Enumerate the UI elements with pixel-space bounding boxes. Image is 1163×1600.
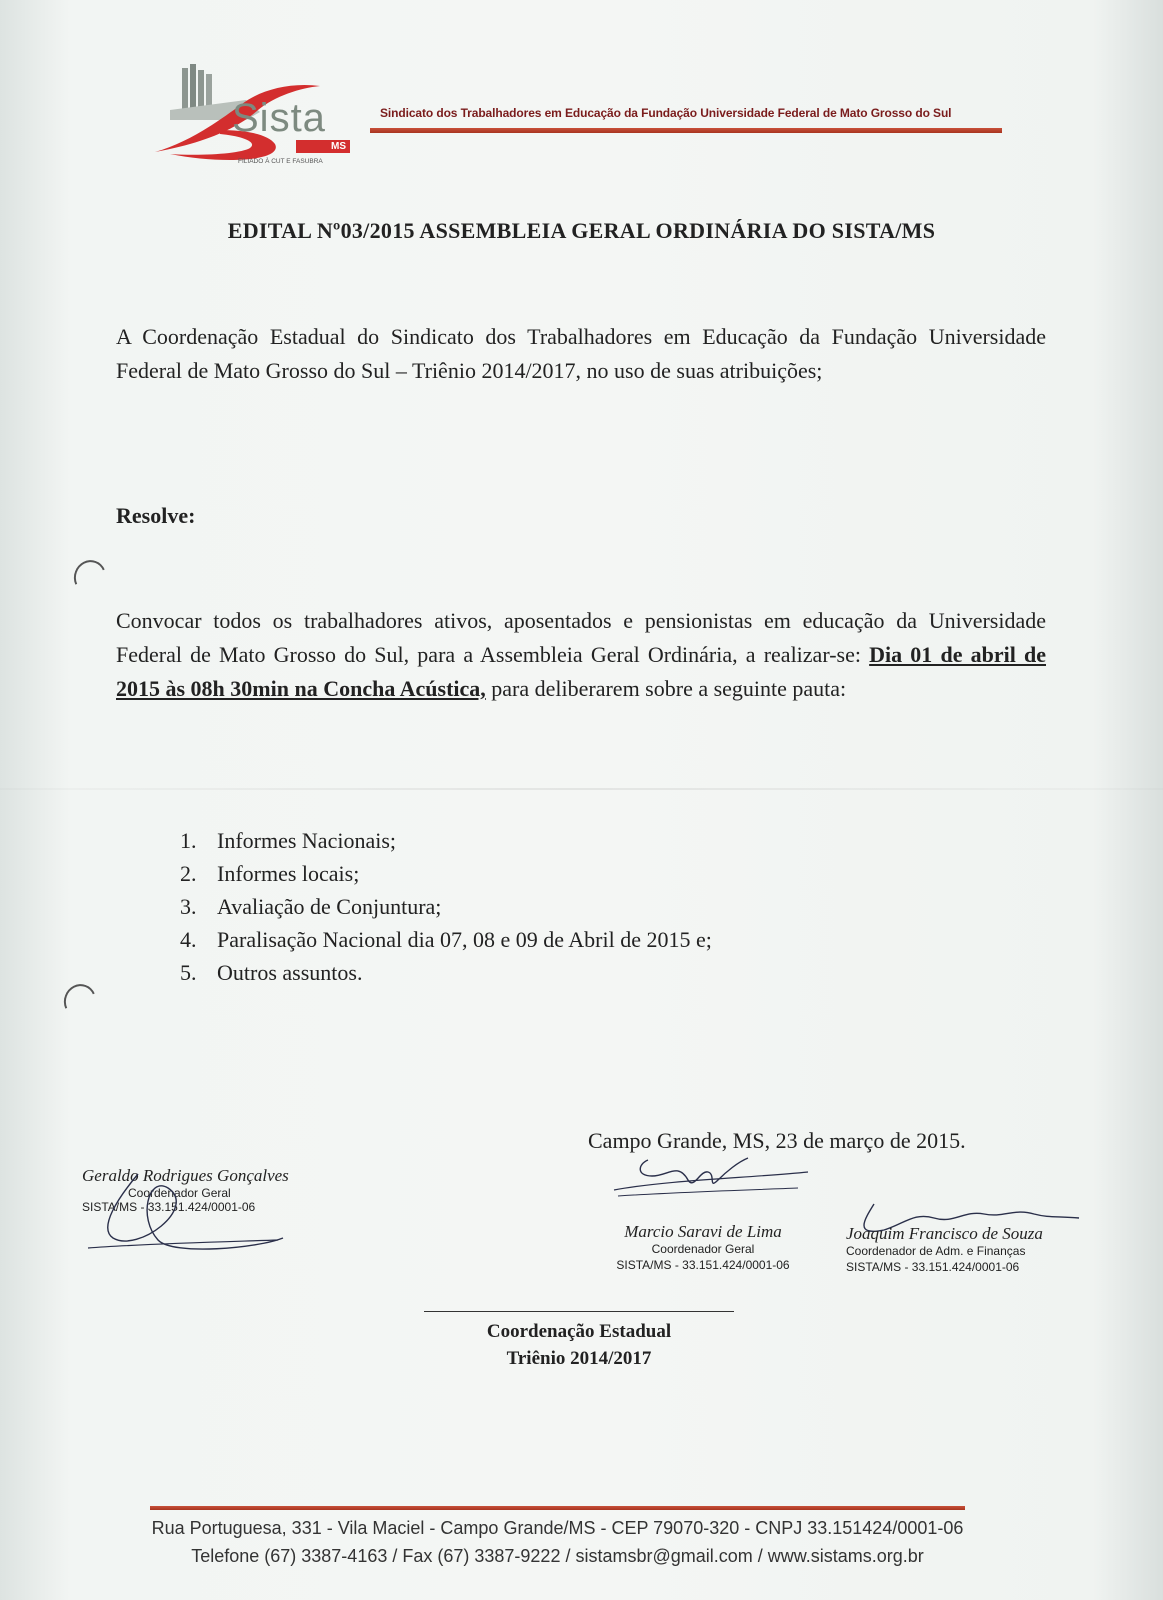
signatory-name: Geraldo Rodrigues Gonçalves <box>82 1166 289 1185</box>
handwritten-signature <box>78 1168 298 1268</box>
header-divider <box>370 128 1002 133</box>
agenda-item: 1. Informes Nacionais; <box>180 828 396 853</box>
signatory-registration: SISTA/MS - 33.151.424/0001-06 <box>82 1200 256 1214</box>
coordination-line1: Coordenação Estadual <box>486 1321 672 1342</box>
agenda-item: 2. Informes locais; <box>180 861 360 886</box>
resolve-label: Resolve: <box>116 503 196 528</box>
coordination-signature-line <box>424 1311 734 1312</box>
signature-block-center <box>598 1222 808 1272</box>
place-and-date: Campo Grande, MS, 23 de março de 2015. <box>588 1128 966 1153</box>
assembly-date-location: Dia 01 de abril de 2015 às 08h 30min na Concha Acústica, <box>116 642 1046 701</box>
signatory-registration: SISTA/MS - 33.151.424/0001-06 <box>846 1260 1020 1274</box>
signatory-name: Joaquim Francisco de Souza <box>846 1224 1043 1243</box>
intro-paragraph: A Coordenação Estadual do Sindicato dos Trabalhadores em Educação da Fundação Universidade Federal de Mato Grosso do Sul – Triênio 2014/2017, no uso de suas atribuições; <box>116 324 1046 383</box>
punch-hole <box>69 556 111 599</box>
logo-affiliation: FILIADO À CUT E FASUBRA <box>238 158 323 165</box>
coordination-line2: Triênio 2014/2017 <box>506 1348 652 1369</box>
logo-suffix: MS <box>296 140 350 153</box>
footer-divider <box>150 1506 965 1510</box>
signatory-role: Coordenador Geral <box>651 1242 755 1256</box>
signatory-registration: SISTA/MS - 33.151.424/0001-06 <box>616 1258 790 1272</box>
convocation-paragraph <box>116 604 1046 706</box>
edital-title: EDITAL Nº03/2015 ASSEMBLEIA GERAL ORDINÁRIA DO SISTA/MS <box>227 218 936 243</box>
agenda-item: 5. Outros assuntos. <box>180 960 363 985</box>
agenda-list <box>180 824 712 989</box>
paper-fold <box>0 788 1163 790</box>
signatory-name: Marcio Saravi de Lima <box>624 1222 782 1241</box>
footer-address: Rua Portuguesa, 331 - Vila Maciel - Campo Grande/MS - CEP 79070-320 - CNPJ 33.151424/0001-06 <box>151 1518 964 1538</box>
agenda-item: 3. Avaliação de Conjuntura; <box>180 894 442 919</box>
convocation-lead: Convocar todos os trabalhadores ativos, aposentados e pensionistas em educação da Universidade Federal de Mato Grosso do Sul, para a Assembleia Geral Ordinária, a realizar-se: <box>116 608 1046 667</box>
agenda-item: 4. Paralisação Nacional dia 07, 08 e 09 de Abril de 2015 e; <box>180 927 712 952</box>
punch-hole <box>59 980 101 1023</box>
signatory-role: Coordenador de Adm. e Finanças <box>846 1244 1026 1258</box>
convocation-tail: para deliberarem sobre a seguinte pauta: <box>485 676 847 701</box>
handwritten-signature <box>608 1150 818 1210</box>
union-name: Sindicato dos Trabalhadores em Educação da Fundação Universidade Federal de Mato Grosso do Sul <box>380 106 952 120</box>
signature-block-right <box>846 1224 1043 1274</box>
footer-contact: Telefone (67) 3387-4163 / Fax (67) 3387-9222 / sistamsbr@gmail.com / www.sistams.org.br <box>191 1546 924 1566</box>
signatory-role: Coordenador Geral <box>128 1186 231 1200</box>
coordination-block <box>424 1318 734 1372</box>
logo-wordmark: Sista <box>232 96 326 140</box>
